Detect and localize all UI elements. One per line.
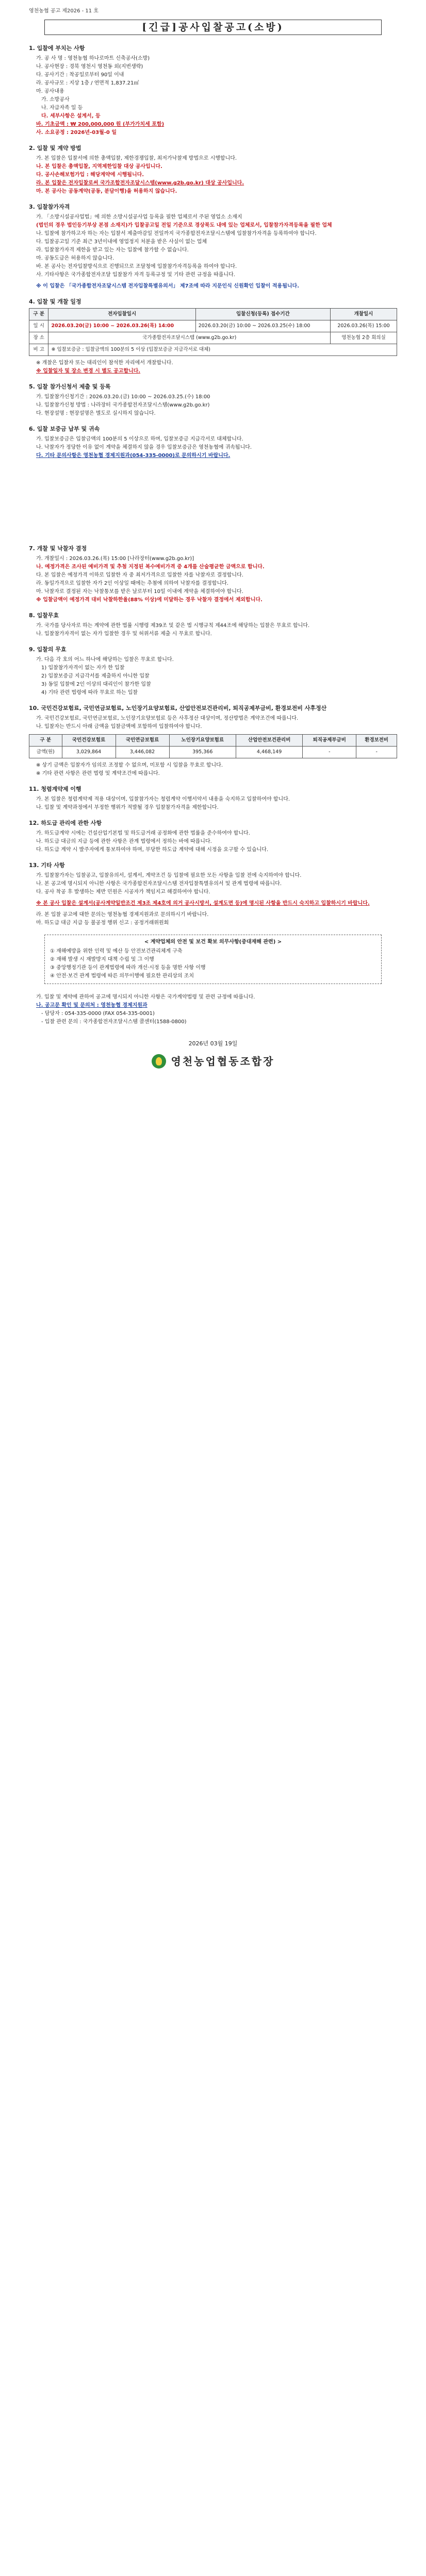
s3-item: 사. 기타사항은 국가종합전자조달 입찰참가 자격 등록규정 및 기타 관련 규정을 따릅니다.	[36, 272, 235, 278]
section-7	[29, 545, 397, 604]
table-cell: 2026.03.26(목) 15:00	[331, 320, 397, 332]
table-header: 전자입찰일시	[48, 309, 195, 320]
table-header: 구 분	[29, 309, 48, 320]
table-cell: 3,029,864	[62, 747, 116, 758]
s3-note: ※ 이 입찰은 「국가종합전자조달시스템 전자입찰특별유의서」 제7조에 따라 지문인식 신원확인 입찰이 적용됩니다.	[36, 283, 299, 289]
closing-item: 나. 공고문 확인 및 문의처 : 영천농협 경제지원과	[36, 1003, 148, 1008]
s9-subitem: 1) 입찰참가자격이 없는 자가 한 입찰	[41, 665, 125, 671]
table-row	[29, 332, 397, 344]
section-13-title: 13. 기타 사항	[29, 862, 65, 869]
s1-item: 나. 공사현장 : 경북 영천시 영천동 외(지번생략)	[36, 64, 143, 70]
notice-page	[0, 0, 426, 1089]
s3-item: 다. 입찰공고일 기준 최근 3년이내에 영업정지 처분을 받은 사실이 없는 업체	[36, 239, 207, 245]
s1-item: 라. 공사규모 : 지상 1층 / 연면적 1,837.21㎡	[36, 80, 139, 86]
notice-title: [긴급]공사입찰공고(소방)	[44, 20, 382, 35]
s1-item: 가. 공 사 명 : 영천농협 하나로마트 신축공사(소방)	[36, 56, 150, 61]
s7-item: 나. 예정가격은 조사된 예비가격 및 추첨 지정된 복수예비가격 중 4개를 산술평균한 금액으로 합니다.	[36, 564, 265, 570]
s5-item: 가. 입찰참가신청기간 : 2026.03.20.(금) 10:00 ~ 2026.03.25.(수) 18:00	[36, 394, 210, 400]
section-12	[29, 819, 397, 854]
s8-item: 가. 국가를 당사자로 하는 계약에 관한 법률 시행령 제39조 및 같은 법 시행규칙 제44조에 해당하는 입찰은 무효로 합니다.	[36, 623, 310, 629]
table-header: 국민건강보험료	[62, 735, 116, 747]
s3-item: 라. 입찰참가자격 제한을 받고 있는 자는 입찰에 참가할 수 없습니다.	[36, 247, 189, 253]
s2-item: 가. 본 입찰은 입찰서에 의한 총액입찰, 제한경쟁입찰, 최저가낙찰제 방법으로 시행합니다.	[36, 156, 237, 161]
section-13	[29, 861, 397, 927]
s1-subitem: 가. 소방공사	[41, 97, 70, 103]
s3-item: 나. 입찰에 참가하고자 하는 자는 입찰서 제출마감일 전일까지 국가종합전자조달시스템에 입찰참가자격을 등록하여야 합니다.	[36, 231, 317, 236]
s8-item: 나. 입찰참가자격이 없는 자가 입찰한 경우 및 허위서류 제출 시 무효로 합니다.	[36, 631, 212, 637]
s6-item: 다. 기타 문의사항은 영천농협 경제지원과(054-335-0000)로 문의하시기 바랍니다.	[36, 453, 231, 459]
section-1-title: 1. 입찰에 부치는 사항	[29, 45, 85, 52]
safety-duty-line: ④ 안전·보건 관계 법령에 따른 의무이행에 필요한 관리상의 조치	[50, 973, 194, 979]
s4-note: ※ 입찰일자 및 장소 변경 시 별도 공고합니다.	[36, 368, 141, 374]
table-cell: 395,366	[169, 747, 236, 758]
section-9-title: 9. 입찰의 무효	[29, 646, 67, 653]
section-5	[29, 383, 397, 418]
s13-item: 다. 공사 착공 후 발생하는 제반 민원은 시공자가 책임지고 해결하여야 합니다.	[36, 889, 210, 895]
section-6	[29, 425, 397, 460]
table-cell: 일 시	[29, 320, 48, 332]
s9-subitem: 2) 입찰보증금 지급각서를 제출하지 아니한 입찰	[41, 673, 150, 679]
table-header: 입찰신청(등록) 접수기간	[195, 309, 330, 320]
safety-duty-line: ① 재해예방을 위한 인력 및 예산 등 안전보건관리체계 구축	[50, 948, 183, 954]
section-5-title: 5. 입찰 참가신청서 제출 및 등록	[29, 383, 111, 390]
s9-subitem: 4) 기타 관련 법령에 따라 무효로 하는 입찰	[41, 690, 138, 696]
s2-item: 나. 본 입찰은 총액입찰, 지역제한입찰 대상 공사입니다.	[36, 164, 162, 170]
table-cell: 3,446,082	[116, 747, 169, 758]
s13-item: 나. 본 공고에 명시되지 아니한 사항은 국가종합전자조달시스템 전자입찰특별유의서 및 관계 법령에 따릅니다.	[36, 881, 282, 887]
s7-item: 라. 동일가격으로 입찰한 자가 2인 이상일 때에는 추첨에 의하여 낙찰자를 결정합니다.	[36, 581, 228, 586]
s12-item: 가. 하도급계약 시에는 건설산업기본법 및 하도급거래 공정화에 관한 법률을 준수하여야 합니다.	[36, 831, 250, 836]
nh-logo-icon	[152, 1054, 166, 1069]
table-cell: 비 고	[29, 344, 48, 356]
s10-item: 가. 국민건강보험료, 국민연금보험료, 노인장기요양보험료 등은 사후정산 대상이며, 정산방법은 계약조건에 따릅니다.	[36, 716, 299, 721]
section-12-title: 12. 하도급 관리에 관한 사항	[29, 820, 102, 826]
insurance-table	[29, 734, 397, 758]
section-4-title: 4. 입찰 및 개찰 일정	[29, 298, 81, 305]
s2-item: 다. 공사손해보험가입 : 해당계약에 시행됩니다.	[36, 172, 144, 178]
notice-date: 2026년 03월 19일	[188, 1040, 238, 1047]
s13-item: 라. 본 입찰 공고에 대한 문의는 영천농협 경제지원과로 문의하시기 바랍니다.	[36, 912, 209, 918]
table-header: 산업안전보건관리비	[236, 735, 302, 747]
table-cell: 2026.03.20(금) 10:00 ~ 2026.03.25(수) 18:00	[195, 320, 330, 332]
closing-section	[29, 993, 397, 1026]
table-cell: 2026.03.20(금) 10:00 ~ 2026.03.26(목) 14:00	[48, 320, 195, 332]
s13-item: 마. 하도급 대금 지급 등 불공정 행위 신고 : 공정거래위원회	[36, 920, 169, 926]
organization-name: 영천농업협동조합장	[171, 1055, 275, 1067]
s7-item: 마. 낙찰자로 결정된 자는 낙찰통보를 받은 날로부터 10일 이내에 계약을 체결하여야 합니다.	[36, 589, 243, 595]
s10-note: ※ 기타 관련 사항은 관련 법령 및 계약조건에 따릅니다.	[36, 771, 160, 776]
s9-subitem: 3) 동일 입찰에 2인 이상의 대리인이 참가한 입찰	[41, 682, 151, 687]
s2-item: 마. 본 공사는 공동계약(공동, 분담이행)을 허용하지 않습니다.	[36, 189, 177, 194]
s12-item: 나. 하도급 대금의 지급 등에 관한 사항은 관계 법령에서 정하는 바에 따릅니다.	[36, 839, 212, 844]
table-cell: -	[356, 747, 397, 758]
s3-item: 마. 공동도급은 허용하지 않습니다.	[36, 256, 114, 261]
section-11	[29, 785, 397, 812]
closing-subitem: - 담당자 : 054-335-0000 (FAX 054-335-0001)	[41, 1011, 155, 1016]
table-header: 구 분	[29, 735, 62, 747]
table-cell: 장 소	[29, 332, 48, 344]
section-8	[29, 612, 397, 638]
s12-item: 다. 하도급 계약 시 발주자에게 통보하여야 하며, 부당한 하도급 계약에 대해 시정을 요구할 수 있습니다.	[36, 847, 269, 853]
closing-subitem: - 입찰 관련 문의 : 국가종합전자조달시스템 콜센터(1588-0800)	[41, 1019, 187, 1025]
s11-item: 가. 본 입찰은 청렴계약제 적용 대상이며, 입찰참가자는 청렴계약 이행서약서 내용을 숙지하고 입찰하여야 합니다.	[36, 796, 290, 802]
s6-item: 가. 입찰보증금은 입찰금액의 100분의 5 이상으로 하며, 입찰보증금 지급각서로 대체합니다.	[36, 436, 243, 442]
section-11-title: 11. 청렴계약제 이행	[29, 786, 81, 792]
closing-item: 가. 입찰 및 계약에 관하여 공고에 명시되지 아니한 사항은 국가계약법령 및 관련 규정에 따릅니다.	[36, 994, 255, 1000]
section-3-title: 3. 입찰참가자격	[29, 204, 70, 210]
section-3	[29, 203, 397, 291]
section-2	[29, 144, 397, 196]
s3-item: 바. 본 공사는 전자입찰방식으로 진행되므로 조달청에 입찰참가자격등록을 하여야 합니다.	[36, 264, 237, 269]
safety-duty-heading: < 계약업체의 안전 및 보건 확보 의무사항(중대재해 관련) >	[144, 939, 282, 945]
organization-signature	[29, 1054, 397, 1069]
s3-item: (법인의 경우 법인등기부상 본점 소재지)가 입찰공고일 전일 기준으로 경상북도 내에 있는 업체로서, 입찰참가자격등록을 필한 업체	[36, 223, 332, 228]
s3-item: 가. 「소방시설공사업법」에 의한 소방시설공사업 등록을 필한 업체로서 주된 영업소 소재지	[36, 214, 242, 220]
s5-item: 다. 현장설명 : 현장설명은 별도로 실시하지 않습니다.	[36, 411, 156, 416]
table-header: 개찰일시	[331, 309, 397, 320]
table-cell: -	[303, 747, 356, 758]
table-row	[29, 344, 397, 356]
s7-item: 다. 본 입찰은 예정가격 이하로 입찰한 자 중 최저가격으로 입찰한 자를 낙찰자로 결정합니다.	[36, 572, 243, 578]
table-header: 환경보전비	[356, 735, 397, 747]
section-9	[29, 646, 397, 697]
s7-emphasis: ※ 입찰금액이 예정가격 대비 낙찰하한율(88% 이상)에 미달하는 경우 낙찰자 결정에서 제외합니다.	[36, 597, 263, 603]
safety-duty-line: ③ 중앙행정기관 등이 관계법령에 따라 개선·시정 등을 명한 사항 이행	[50, 965, 206, 971]
section-10	[29, 704, 397, 778]
section-6-title: 6. 입찰 보증금 납부 및 귀속	[29, 426, 100, 432]
s1-subitem: 나. 자급자족 일 등	[41, 105, 83, 111]
section-8-title: 8. 입찰무효	[29, 612, 59, 619]
section-2-title: 2. 입찰 및 계약 방법	[29, 145, 81, 151]
table-row	[29, 747, 397, 758]
table-cell: ※ 입찰보증금 : 입찰금액의 100분의 5 이상 (입찰보증금 지급각서로 대체)	[48, 344, 397, 356]
s1-item: 다. 공사기간 : 착공일로부터 90일 이내	[36, 72, 124, 78]
s1-base-amount: 바. 기초금액 : ₩ 200,000,000 원 (부가가치세 포함)	[36, 122, 165, 127]
notice-number: 영천농협 공고 제2026 - 11 호	[29, 8, 99, 14]
s6-item: 나. 낙찰자가 정당한 이유 없이 계약을 체결하지 않을 경우 입찰보증금은 영천농협에 귀속됩니다.	[36, 445, 252, 450]
section-4	[29, 298, 397, 376]
schedule-table	[29, 308, 397, 356]
s13-red-notice: ※ 본 공사 입찰은 설계서(공사계약일반조건 제3조 제4호에 의거 공사시방서, 설계도면 등)에 명시된 사항을 반드시 숙지하고 입찰하시기 바랍니다.	[36, 901, 370, 906]
s5-item: 나. 입찰참가신청 방법 : 나라장터 국가종합전자조달시스템(www.g2b.go.kr)	[36, 402, 210, 408]
table-header: 노인장기요양보험료	[169, 735, 236, 747]
table-header: 국민연금보험료	[116, 735, 169, 747]
s1-schedule: 사. 소요공정 : 2026년-03월-0 일	[36, 130, 117, 135]
section-1	[29, 44, 397, 137]
table-cell: 영천농협 2층 회의실	[331, 332, 397, 344]
table-cell: 4,468,149	[236, 747, 302, 758]
s9-item: 가. 다음 각 호의 어느 하나에 해당하는 입찰은 무효로 합니다.	[36, 657, 174, 663]
s13-item: 가. 입찰참가자는 입찰공고, 입찰유의서, 설계서, 계약조건 등 입찰에 필요한 모든 사항을 입찰 전에 숙지하여야 합니다.	[36, 873, 302, 878]
table-cell: 금액(원)	[29, 747, 62, 758]
blank-gap	[29, 467, 397, 545]
s7-item: 가. 개찰일시 : 2026.03.26.(목) 15:00 [나라장터(www.g2b.go.kr)]	[36, 556, 194, 562]
table-row	[29, 320, 397, 332]
section-7-title: 7. 개찰 및 낙찰자 결정	[29, 545, 87, 552]
table-header: 퇴직공제부금비	[303, 735, 356, 747]
table-cell: 국가종합전자조달시스템 (www.g2b.go.kr)	[48, 332, 331, 344]
s4-note: ※ 개찰은 입찰자 또는 대리인이 참석한 자리에서 개찰합니다.	[36, 360, 173, 366]
s1-subitem: 다. 세부사항은 설계서, 등	[41, 113, 101, 119]
safety-duty-box	[44, 935, 382, 984]
s11-item: 나. 입찰 및 계약과정에서 부정한 행위가 적발될 경우 입찰참가자격을 제한합니다.	[36, 805, 219, 810]
s1-item: 마. 공사내용	[36, 89, 64, 94]
s2-item: 라. 본 입찰은 전자입찰로써 국가조합전자조달시스템(www.g2b.go.kr) 대상 공사입니다.	[36, 180, 244, 186]
safety-duty-line: ② 재해 발생 시 재발방지 대책 수립 및 그 이행	[50, 957, 154, 962]
section-10-title: 10. 국민건강보험료, 국민연금보험료, 노인장기요양보험료, 산업안전보건관리비, 퇴직공제부금비, 환경보전비 사후정산	[29, 705, 327, 711]
s10-item: 나. 입찰자는 반드시 아래 금액을 입찰금액에 포함하여 입찰하여야 합니다.	[36, 724, 202, 730]
s10-note: ※ 상기 금액은 입찰자가 임의로 조정할 수 없으며, 미포함 시 입찰을 무효로 합니다.	[36, 762, 223, 768]
